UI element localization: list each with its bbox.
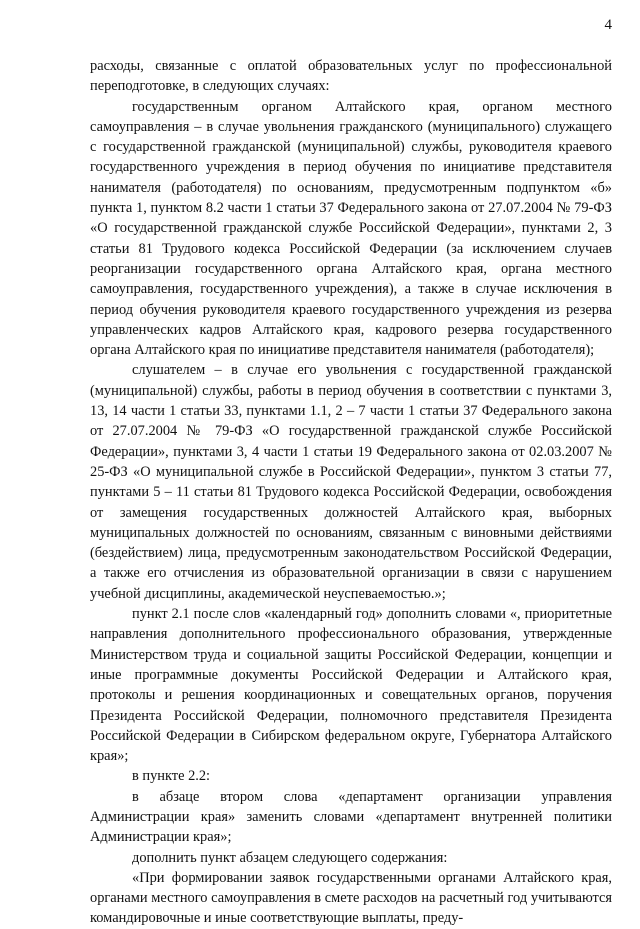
page-number: 4 (604, 17, 612, 33)
paragraph-6: в абзаце втором слова «департамент организации управления Администрации края» заменить словами «департамент внутренней политики Администрации края»; (90, 788, 612, 846)
paragraph-8: «При формировании заявок государственными органами Алтайского края, органами местного самоуправления в смете расходов на расчетный год учитываются командировочные и иные соответствующие выплаты, преду- (90, 869, 612, 927)
paragraph-5: в пункте 2.2: (132, 768, 211, 785)
paragraph-1: расходы, связанные с оплатой образовательных услуг по профессиональной переподготовке, в следующих случаях: (90, 58, 612, 95)
paragraph-7: дополнить пункт абзацем следующего содержания: (132, 849, 448, 866)
paragraph-2: государственным органом Алтайского края, органом местного самоуправления – в случае увольнения гражданского (муниципального) служащего с государственной гражданской (муниципальной) службы, руководителя краевого государственного учреждения в период обучения по инициативе представителя нанимателя (работодателя) по основаниям, предусмотренным подпунктом «б» пункта 1, пунктом 8.2 части 1 статьи 37 Федерального закона от 27.07.2004 № 79-ФЗ «О государственной гражданской службе Российской Федерации», пунктами 2, 3 статьи 81 Трудового кодекса Российской Федерации (за исключением случаев реорганизации государственного органа Алтайского края, органа местного самоуправления, государственного учреждения), а также в случае исключения в период обучения руководителя краевого государственного учреждения из резерва управленческих кадров Алтайского края, кадрового резерва государственного органа Алтайского края по инициативе представителя нанимателя (работодателя); (90, 98, 612, 359)
paragraph-3: слушателем – в случае его увольнения с государственной гражданской (муниципальной) службы, работы в период обучения в соответствии с пунктами 3, 13, 14 части 1 статьи 33, пунктами 1.1, 2 – 7 части 1 статьи 37 Федерального закона от 27.07.2004 № 79-ФЗ «О государственной гражданской службе Российской Федерации», пунктами 3, 4 части 1 статьи 19 Федерального закона от 02.03.2007 № 25-ФЗ «О муниципальной службе в Российской Федерации», пунктом 3 статьи 77, пунктами 5 – 11 статьи 81 Трудового кодекса Российской Федерации, освобождения от замещения государственных должностей Алтайского края, выборных муниципальных должностей по основаниям, связанным с виновными действиями (бездействием) лица, предусмотренным законодательством Российской Федерации, а также его отчисления из образовательной организации в связи с нарушением учебной дисциплины, академической неуспеваемостью.»; (90, 362, 612, 602)
paragraph-4: пункт 2.1 после слов «календарный год» дополнить словами «, приоритетные направления дополнительного профессионального образования, утвержденные Министерством труда и социальной защиты Российской Федерации, концепции и иные программные документы Российской Федерации и Алтайского края, протоколы и решения координационных и совещательных органов, поручения Президента Российской Федерации, полномочного представителя Президента Российской Федерации в Сибирском федеральном округе, Губернатора Алтайского края»; (90, 606, 612, 765)
document-body (90, 56, 612, 929)
